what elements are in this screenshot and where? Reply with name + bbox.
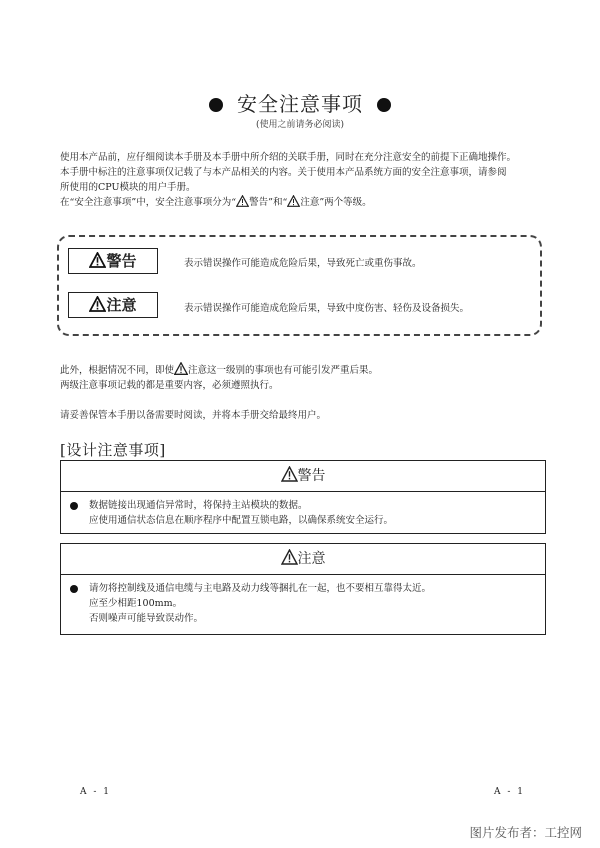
- severity-caution-word: 注意: [188, 365, 208, 376]
- caution-panel-title: 注意: [297, 551, 326, 567]
- intro-line: 使用本产品前，应仔细阅读本手册及本手册中所介绍的关联手册，同时在充分注意安全的前提下正确地操作。: [60, 152, 517, 163]
- keep-manual-note: 请妥善保管本手册以备需要时阅读，并将本手册交给最终用户。: [60, 410, 327, 421]
- warning-triangle-icon: [281, 549, 298, 565]
- bullet-dot-icon: [377, 98, 391, 112]
- caution-panel-header: [61, 544, 545, 575]
- caution-label-box: [68, 292, 158, 318]
- intro-text: ”两个等级。: [319, 197, 372, 208]
- section-heading: [设计注意事项]: [60, 441, 166, 459]
- warning-panel: [60, 460, 546, 534]
- panel-line: 否则噪声可能导致误动作。: [89, 613, 204, 624]
- bullet-dot-icon: [70, 585, 78, 593]
- intro-paragraph: [60, 150, 560, 210]
- panel-line: 数据链接出现通信异常时，将保持主站模块的数据。: [89, 500, 308, 511]
- intro-line: [60, 195, 560, 210]
- warning-triangle-icon: [236, 195, 249, 207]
- severity-line: [60, 362, 378, 378]
- warning-panel-body: [61, 492, 545, 533]
- intro-text: 在“安全注意事项”中，安全注意事项分为“: [60, 197, 237, 208]
- panel-line: 应至少相距100mm。: [89, 598, 183, 609]
- bullet-dot-icon: [209, 98, 223, 112]
- panel-line: 应使用通信状态信息在顺序程序中配置互锁电路，以确保系统安全运行。: [89, 515, 394, 526]
- warning-triangle-icon: [89, 296, 106, 312]
- warning-panel-header: [61, 461, 545, 492]
- intro-caution-word: 注意: [300, 197, 320, 208]
- intro-line: 所使用的CPU模块的用户手册。: [60, 182, 196, 193]
- caution-description: 表示错误操作可能造成危险后果，导致中度伤害、轻伤及设备损失。: [184, 303, 470, 314]
- warning-triangle-icon: [287, 195, 300, 207]
- intro-line: 本手册中标注的注意事项仅记载了与本产品相关的内容。关于使用本产品系统方面的安全注意事项，请参阅: [60, 167, 507, 178]
- page-subtitle: (使用之前请务必阅读): [255, 120, 345, 130]
- warning-panel-title: 警告: [297, 468, 326, 484]
- caution-label-text: 注意: [106, 296, 137, 314]
- caution-panel: [60, 543, 546, 635]
- intro-warning-word: 警告: [249, 197, 269, 208]
- warning-triangle-icon: [174, 362, 188, 375]
- page-number-left: A - 1: [80, 787, 111, 797]
- intro-text: ”和“: [268, 197, 288, 208]
- severity-text: 此外，根据情况不同，即使: [60, 365, 175, 376]
- warning-label-box: [68, 248, 158, 274]
- page-title: [0, 88, 600, 117]
- warning-description: 表示错误操作可能造成危险后果，导致死亡或重伤事故。: [184, 258, 422, 269]
- page-number-right: A - 1: [494, 787, 525, 797]
- severity-note: [60, 362, 378, 393]
- publisher-watermark: 图片发布者：工控网: [469, 825, 582, 840]
- caution-panel-body: [61, 575, 545, 634]
- bullet-dot-icon: [70, 502, 78, 510]
- panel-line: 请勿将控制线及通信电缆与主电路及动力线等捆扎在一起，也不要相互靠得太近。: [89, 583, 432, 594]
- severity-text: 这一级别的事项也有可能引发严重后果。: [207, 365, 379, 376]
- warning-label-text: 警告: [106, 252, 137, 270]
- warning-triangle-icon: [281, 466, 298, 482]
- page-title-text: 安全注意事项: [237, 92, 363, 116]
- severity-line: 两级注意事项记载的都是重要内容，必须遵照执行。: [60, 380, 279, 391]
- warning-triangle-icon: [89, 252, 106, 268]
